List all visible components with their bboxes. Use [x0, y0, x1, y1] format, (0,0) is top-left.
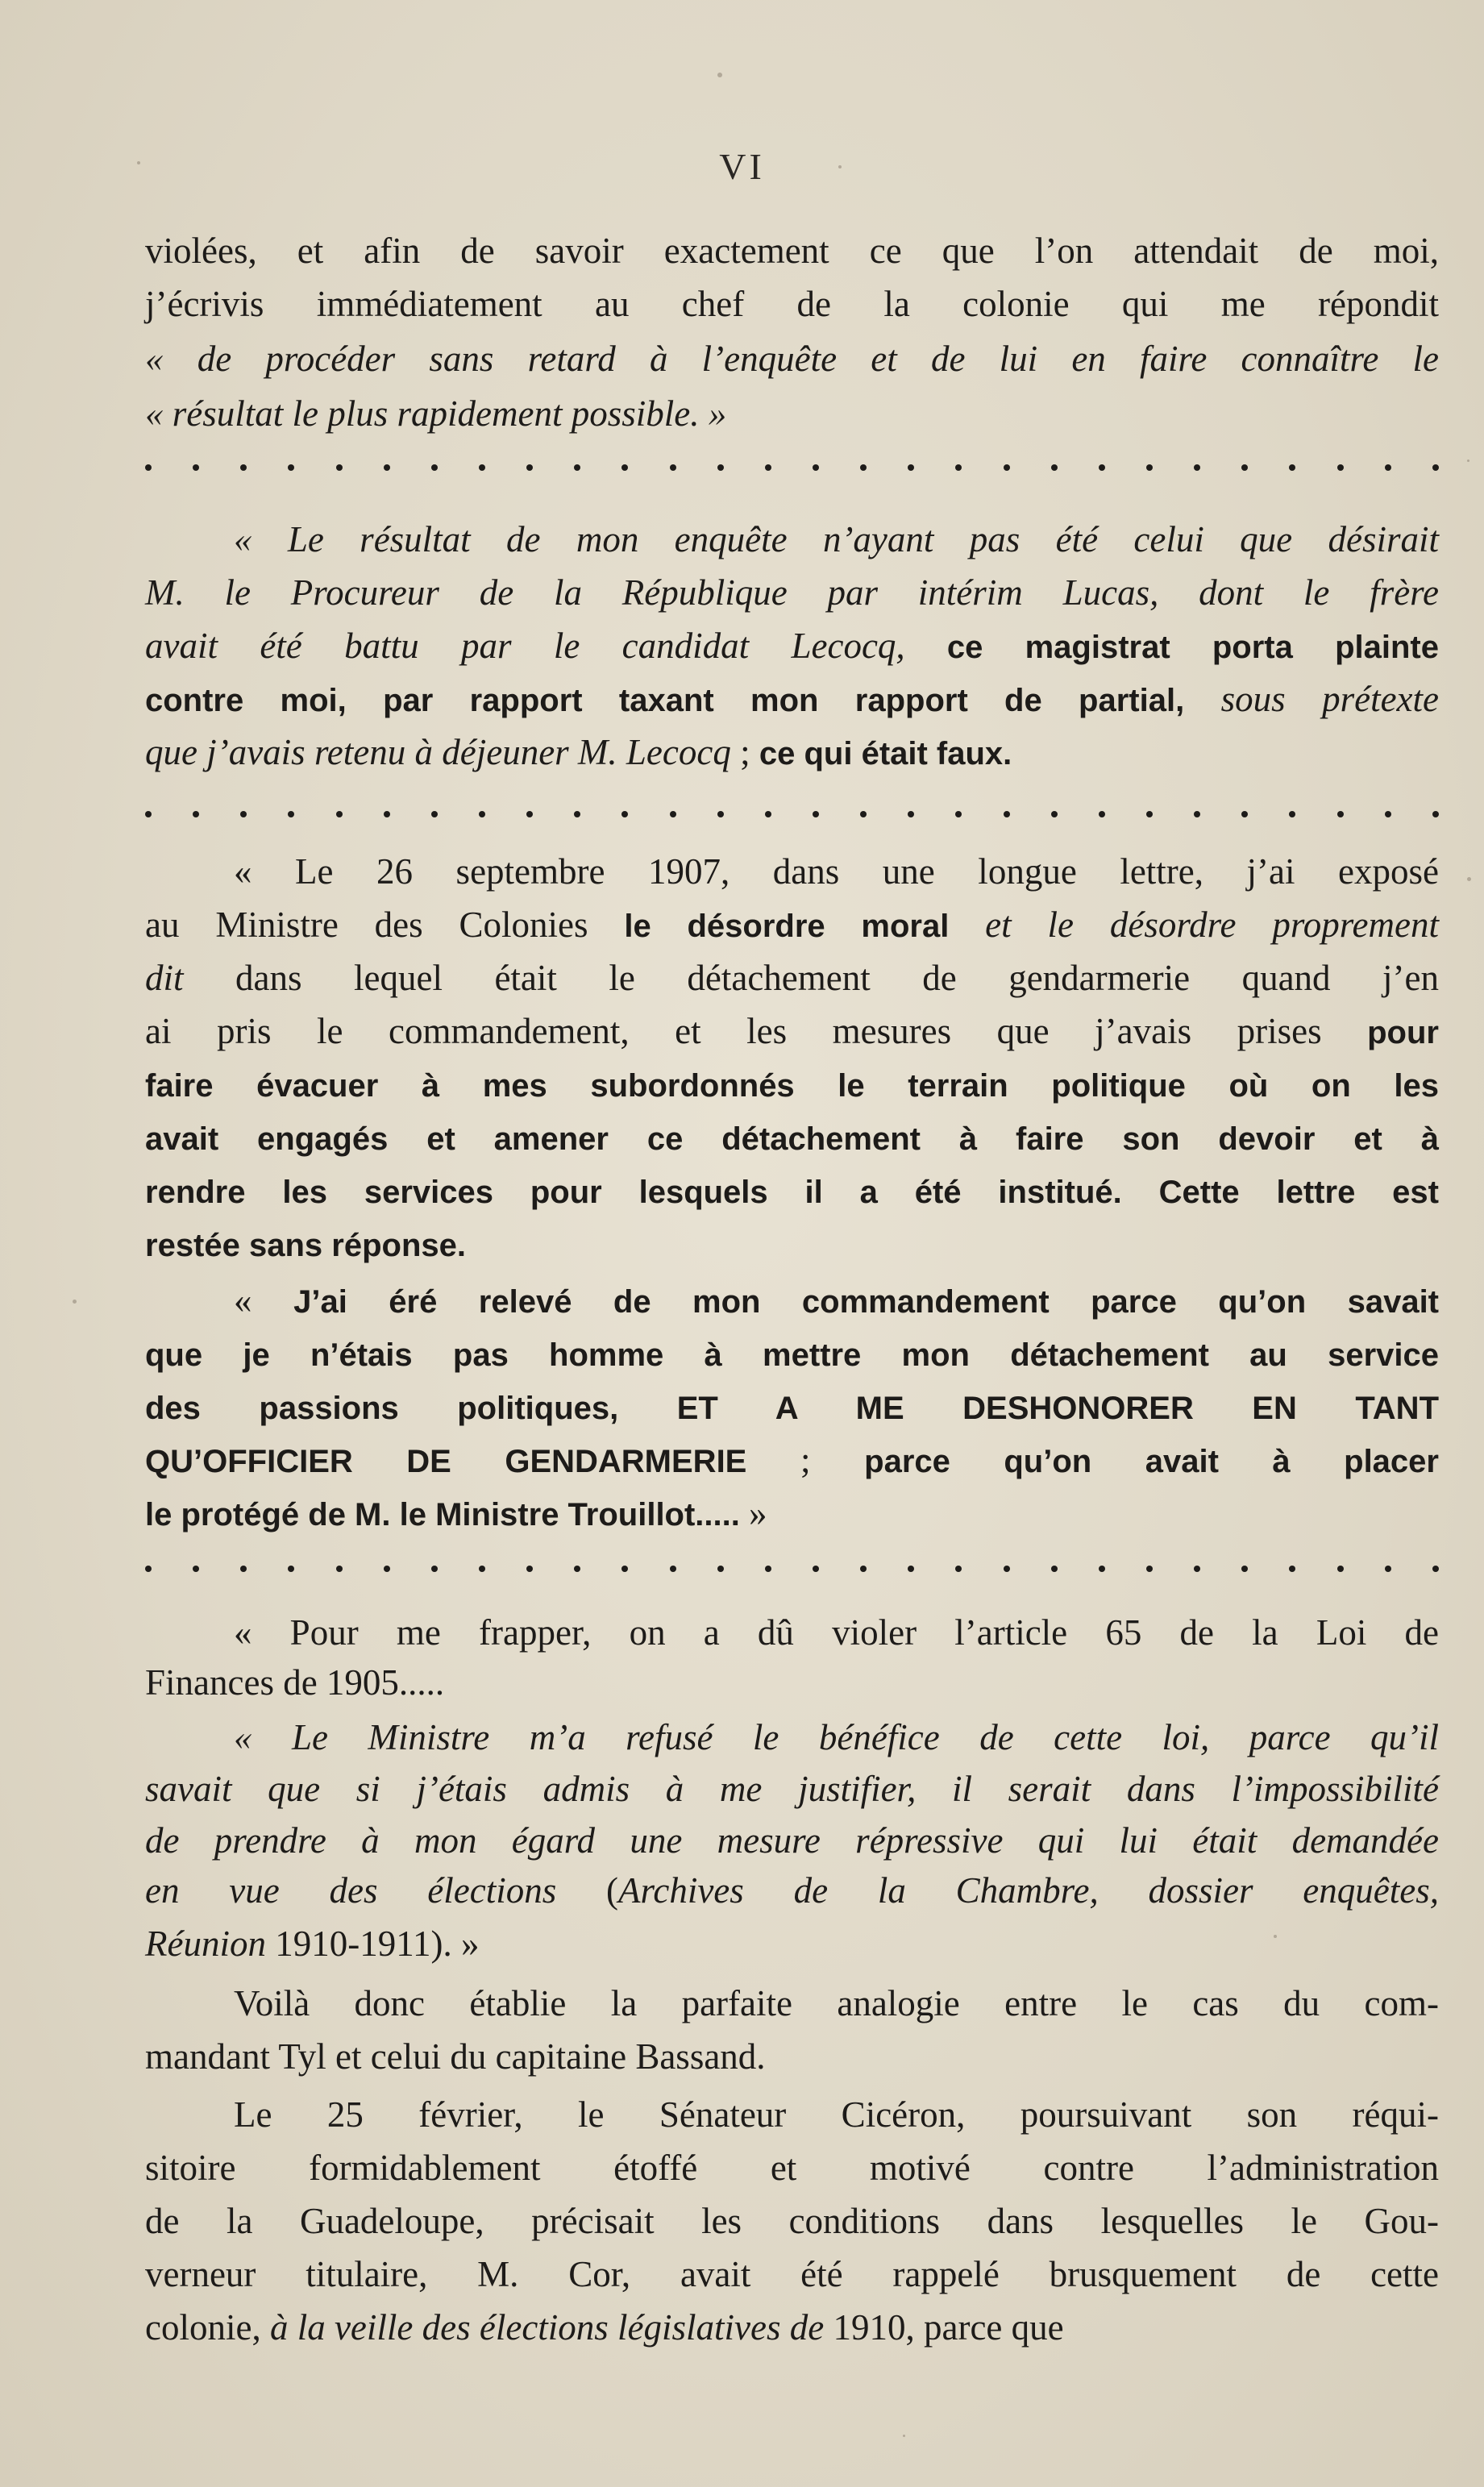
dot	[621, 1566, 628, 1572]
text-line	[234, 516, 1439, 563]
roman-text: j’écrivis immédiatement au chef de la colonie qui me répondit	[145, 284, 1439, 324]
dot	[1146, 1566, 1153, 1572]
bold-text: pour	[1367, 1015, 1439, 1050]
dot	[1241, 1566, 1248, 1572]
text-line	[145, 729, 1439, 776]
dot	[431, 811, 438, 817]
bold-text: QU’OFFICIER DE GENDARMERIE	[145, 1444, 747, 1479]
dot	[765, 811, 771, 817]
dot	[1289, 811, 1295, 817]
dot	[621, 811, 628, 817]
italic-text: et le désordre proprement	[949, 905, 1439, 945]
bold-text: J’ai éré relevé de mon commandement parce qu’on savait	[293, 1284, 1440, 1320]
dot	[1432, 811, 1439, 817]
dot	[288, 1566, 294, 1572]
text-line	[145, 622, 1439, 669]
dot	[431, 1566, 438, 1572]
roman-text: sitoire formidablement étoffé et motivé contre l’administration	[145, 2148, 1439, 2188]
dot	[431, 464, 438, 471]
italic-text: dit	[145, 958, 184, 998]
text-line	[145, 1920, 1439, 1967]
italic-text: M. le Procureur de la République par intérim Lucas, dont le frère	[145, 572, 1439, 613]
ellipsis-dot-row	[145, 451, 1439, 484]
paper-speck	[1467, 460, 1469, 462]
dot	[1099, 464, 1105, 471]
dot	[955, 811, 962, 817]
dot	[288, 464, 294, 471]
text-line	[234, 2091, 1439, 2138]
bold-text: contre moi, par rapport taxant mon rapport de partial,	[145, 683, 1185, 718]
text-line	[145, 2304, 1439, 2351]
bold-text: faire évacuer à mes subordonnés le terrain politique où on les	[145, 1068, 1439, 1104]
dot	[336, 1566, 343, 1572]
italic-text: sous prétexte	[1184, 679, 1440, 719]
dot	[384, 811, 390, 817]
paper-speck	[137, 161, 140, 164]
bold-text: avait engagés et amener ce détachement à faire son devoir et à	[145, 1121, 1439, 1157]
text-line	[145, 1817, 1439, 1864]
bold-text: ce magistrat porta plainte	[904, 630, 1439, 665]
dot	[145, 464, 152, 471]
text-line	[145, 281, 1439, 327]
bold-text: rendre les services pour lesquels il a été institué. Cette lettre est	[145, 1175, 1439, 1210]
dot	[145, 1566, 152, 1572]
dot	[1194, 811, 1200, 817]
roman-text: 1910, parce que	[824, 2307, 1064, 2348]
dot	[1004, 811, 1010, 817]
text-line	[145, 1221, 1439, 1267]
roman-text: Le 25 février, le Sénateur Cicéron, poursuivant son réqui-	[234, 2094, 1439, 2135]
dot	[240, 1566, 247, 1572]
bold-text: ce qui était faux.	[759, 736, 1012, 771]
dot	[621, 464, 628, 471]
roman-text: (	[556, 1870, 619, 1911]
text-line	[145, 901, 1439, 948]
dot	[1241, 811, 1248, 817]
dot	[240, 811, 247, 817]
dot	[193, 811, 199, 817]
text-line	[145, 1659, 1439, 1706]
text-line	[145, 2251, 1439, 2298]
dot	[765, 464, 771, 471]
dot	[526, 811, 533, 817]
roman-text: ;	[730, 732, 759, 772]
text-line	[145, 1765, 1439, 1812]
paper-speck	[1274, 1935, 1277, 1938]
dot	[574, 811, 580, 817]
text-line	[145, 1114, 1439, 1161]
dot	[860, 811, 867, 817]
roman-text: colonie,	[145, 2307, 270, 2348]
dot	[1004, 1566, 1010, 1572]
dot	[574, 1566, 580, 1572]
dot	[670, 811, 676, 817]
dot	[1194, 464, 1200, 471]
text-line	[145, 1330, 1439, 1377]
italic-text: « Le Ministre m’a refusé le bénéfice de cette loi, parce qu’il	[234, 1717, 1439, 1757]
dot	[1051, 811, 1058, 817]
dot	[384, 1566, 390, 1572]
text-line	[145, 1061, 1439, 1108]
dot	[145, 811, 152, 817]
dot	[336, 464, 343, 471]
dot	[1385, 464, 1391, 471]
dot	[1051, 464, 1058, 471]
roman-text: dans lequel était le détachement de gendarmerie quand j’en	[183, 958, 1439, 998]
dot	[1289, 464, 1295, 471]
dot	[1337, 464, 1344, 471]
dot	[670, 1566, 676, 1572]
dot	[288, 811, 294, 817]
dot	[479, 464, 485, 471]
dot	[908, 811, 914, 817]
dot	[765, 1566, 771, 1572]
roman-text: au Ministre des Colonies	[145, 905, 625, 945]
dot	[1432, 1566, 1439, 1572]
dot	[384, 464, 390, 471]
dot	[1337, 1566, 1344, 1572]
italic-text: de prendre à mon égard une mesure répressive qui lui était demandée	[145, 1820, 1439, 1861]
text-line	[145, 1008, 1439, 1054]
text-line	[145, 2144, 1439, 2191]
dot	[1289, 1566, 1295, 1572]
paper-speck	[903, 2435, 905, 2437]
text-line	[145, 676, 1439, 722]
text-line	[234, 1277, 1439, 1324]
text-line	[234, 1609, 1439, 1656]
italic-text: « Le résultat de mon enquête n’ayant pas été celui que désirait	[234, 519, 1439, 559]
dot	[717, 811, 724, 817]
roman-text: ;	[746, 1440, 865, 1480]
paper-speck	[838, 165, 842, 168]
bold-text: parce qu’on avait à placer	[864, 1444, 1439, 1479]
roman-text: Finances de 1905.....	[145, 1662, 445, 1703]
dot	[908, 1566, 914, 1572]
dot	[813, 464, 819, 471]
roman-text: 1910-1911). »	[265, 1923, 480, 1964]
italic-text: « de procéder sans retard à l’enquête et de lui en faire connaître le	[145, 339, 1439, 379]
bold-text: des passions politiques, ET A ME DESHONORER EN TANT	[145, 1391, 1439, 1426]
dot	[860, 464, 867, 471]
bold-text: le protégé de M. le Ministre Trouillot.....	[145, 1497, 749, 1533]
text-line	[145, 335, 1439, 382]
dot	[717, 464, 724, 471]
ellipsis-dot-row	[145, 798, 1439, 830]
roman-text: « Pour me frapper, on a dû violer l’article 65 de la Loi de	[234, 1612, 1439, 1653]
dot	[1385, 1566, 1391, 1572]
dot	[1194, 1566, 1200, 1572]
text-line	[145, 1167, 1439, 1214]
dot	[1432, 464, 1439, 471]
dot	[717, 1566, 724, 1572]
dot	[193, 464, 199, 471]
dot	[1051, 1566, 1058, 1572]
text-line	[234, 1714, 1439, 1761]
text-line	[145, 1867, 1439, 1914]
dot	[240, 464, 247, 471]
roman-text: violées, et afin de savoir exactement ce que l’on attendait de moi,	[145, 231, 1439, 271]
dot	[1241, 464, 1248, 471]
page-number: VI	[719, 146, 765, 187]
bold-text: restée sans réponse.	[145, 1228, 466, 1263]
text-line	[145, 390, 1439, 437]
dot	[955, 464, 962, 471]
dot	[813, 811, 819, 817]
roman-text: « Le 26 septembre 1907, dans une longue lettre, j’ai exposé	[234, 851, 1439, 892]
text-line	[145, 2198, 1439, 2244]
dot	[1146, 464, 1153, 471]
paper-speck	[717, 73, 722, 77]
text-line	[145, 2033, 1439, 2080]
paper-speck	[73, 1300, 77, 1304]
roman-text: verneur titulaire, M. Cor, avait été rappelé brusquement de cette	[145, 2254, 1439, 2294]
dot	[908, 464, 914, 471]
dot	[1099, 1566, 1105, 1572]
dot	[479, 1566, 485, 1572]
text-line	[145, 1490, 1439, 1537]
text-line	[145, 1437, 1439, 1483]
bold-text: le désordre moral	[624, 909, 950, 944]
text-line	[145, 569, 1439, 616]
dot	[860, 1566, 867, 1572]
italic-text: que j’avais retenu à déjeuner M. Lecocq	[145, 732, 731, 772]
dot	[526, 1566, 533, 1572]
roman-text: de la Guadeloupe, précisait les conditions dans lesquelles le Gou-	[145, 2201, 1439, 2241]
italic-text: en vue des élections	[145, 1870, 557, 1911]
dot	[1146, 811, 1153, 817]
paper-speck	[1467, 877, 1471, 881]
text-line	[145, 1383, 1439, 1430]
italic-text: à la veille des élections législatives de	[269, 2307, 825, 2348]
dot	[670, 464, 676, 471]
dot	[336, 811, 343, 817]
dot	[526, 464, 533, 471]
text-line	[234, 1980, 1439, 2027]
dot	[1004, 464, 1010, 471]
roman-text: ai pris le commandement, et les mesures que j’avais prises	[145, 1011, 1368, 1051]
dot	[813, 1566, 819, 1572]
text-line	[234, 848, 1439, 895]
ellipsis-dot-row	[145, 1553, 1439, 1585]
italic-text: savait que si j’étais admis à me justifier, il serait dans l’impossibilité	[145, 1769, 1439, 1809]
dot	[1385, 811, 1391, 817]
italic-text: Réunion	[145, 1923, 266, 1964]
roman-text: mandant Tyl et celui du capitaine Bassand.	[145, 2036, 766, 2077]
dot	[955, 1566, 962, 1572]
italic-text: avait été battu par le candidat Lecocq,	[145, 626, 905, 666]
roman-text: «	[234, 1280, 294, 1320]
roman-text: »	[748, 1493, 767, 1533]
dot	[574, 464, 580, 471]
text-line	[145, 954, 1439, 1001]
italic-text: « résultat le plus rapidement possible. »	[145, 393, 727, 434]
dot	[479, 811, 485, 817]
dot	[193, 1566, 199, 1572]
dot	[1099, 811, 1105, 817]
bold-text: que je n’étais pas homme à mettre mon détachement au service	[145, 1337, 1439, 1373]
italic-text: Archives de la Chambre, dossier enquêtes,	[618, 1870, 1439, 1911]
dot	[1337, 811, 1344, 817]
text-line	[145, 227, 1439, 274]
roman-text: Voilà donc établie la parfaite analogie entre le cas du com-	[234, 1983, 1439, 2023]
